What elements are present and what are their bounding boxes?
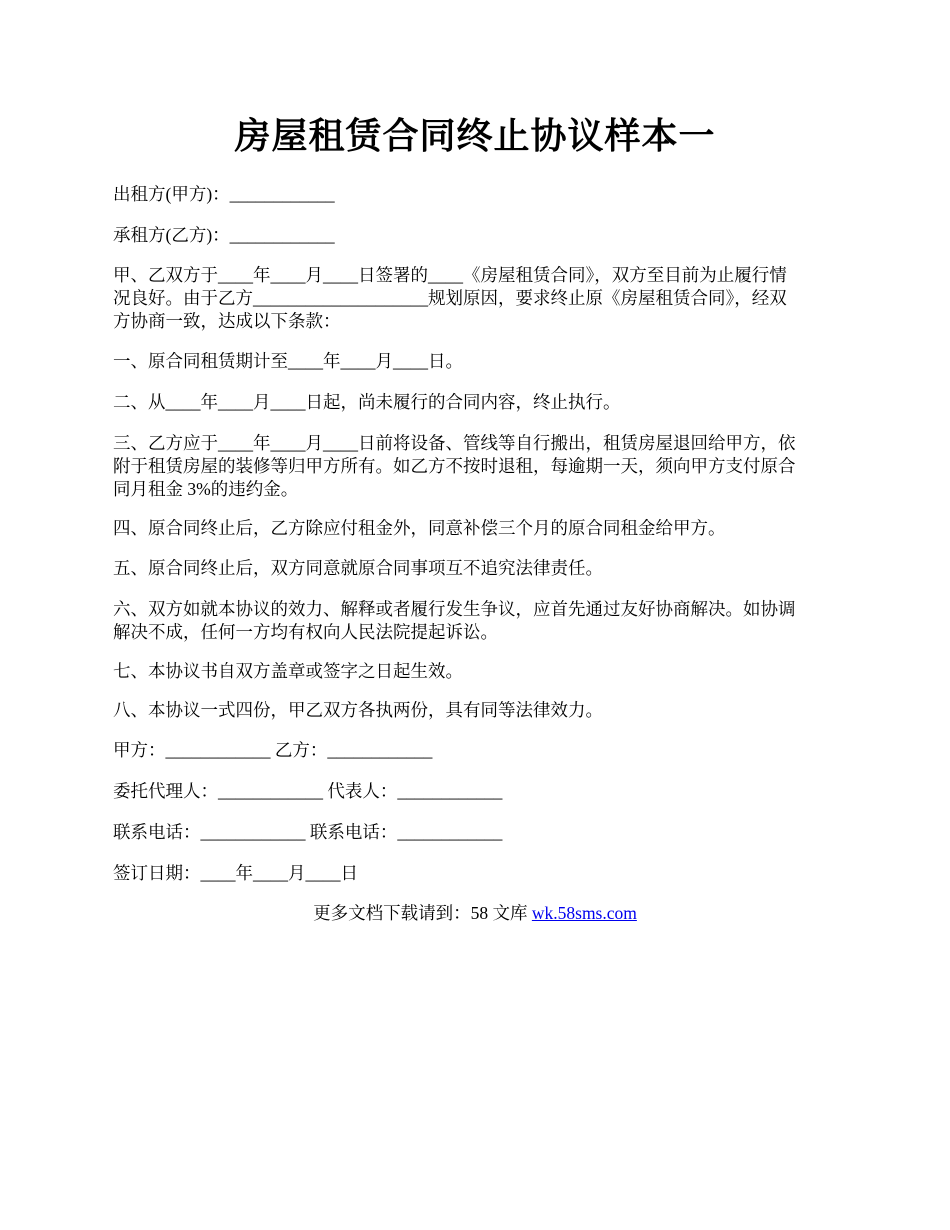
clause-3-line: 同月租金 3%的违约金。 — [113, 479, 299, 499]
intro-paragraph — [113, 264, 839, 333]
clause-6-line: 解决不成，任何一方均有权向人民法院提起诉讼。 — [113, 622, 498, 642]
footer-text: 更多文档下载请到：58 文库 — [313, 903, 532, 923]
clause-6-line: 六、双方如就本协议的效力、解释或者履行发生争议，应首先通过友好协商解决。如协调 — [113, 599, 796, 619]
clause-7: 七、本协议书自双方盖章或签字之日起生效。 — [113, 661, 463, 681]
document-title: 房屋租赁合同终止协议样本一 — [234, 116, 716, 156]
clause-3 — [113, 432, 839, 501]
clause-8: 八、本协议一式四份，甲乙双方各执两份，具有同等法律效力。 — [113, 700, 603, 720]
clause-3-line: 三、乙方应于____年____月____日前将设备、管线等自行搬出，租赁房屋退回给甲方，依 — [113, 433, 796, 453]
footer-link[interactable]: wk.58sms.com — [531, 903, 637, 923]
clause-5: 五、原合同终止后，双方同意就原合同事项互不追究法律责任。 — [113, 558, 603, 578]
clause-3-line: 附于租赁房屋的装修等归甲方所有。如乙方不按时退租，每逾期一天，须向甲方支付原合 — [113, 456, 796, 476]
lessee-line: 承租方(乙方)：____________ — [113, 225, 335, 245]
clause-4: 四、原合同终止后，乙方除应付租金外，同意补偿三个月的原合同租金给甲方。 — [113, 518, 726, 538]
sign-parties: 甲方：____________ 乙方：____________ — [113, 740, 433, 760]
clause-6 — [113, 598, 839, 644]
sign-date: 签订日期：____年____月____日 — [113, 863, 358, 883]
intro-line: 甲、乙双方于____年____月____日签署的____《房屋租赁合同》，双方至目前为止履行情 — [113, 265, 787, 285]
footer — [0, 902, 950, 925]
sign-agents: 委托代理人：____________ 代表人：____________ — [113, 781, 503, 801]
intro-line: 况良好。由于乙方____________________规划原因，要求终止原《房屋租赁合同》，经双 — [113, 288, 787, 308]
sign-phones: 联系电话：____________ 联系电话：____________ — [113, 822, 503, 842]
clause-1: 一、原合同租赁期计至____年____月____日。 — [113, 351, 463, 371]
clause-2: 二、从____年____月____日起，尚未履行的合同内容，终止执行。 — [113, 392, 621, 412]
lessor-line: 出租方(甲方)：____________ — [113, 184, 335, 204]
intro-line: 方协商一致，达成以下条款： — [113, 311, 341, 331]
